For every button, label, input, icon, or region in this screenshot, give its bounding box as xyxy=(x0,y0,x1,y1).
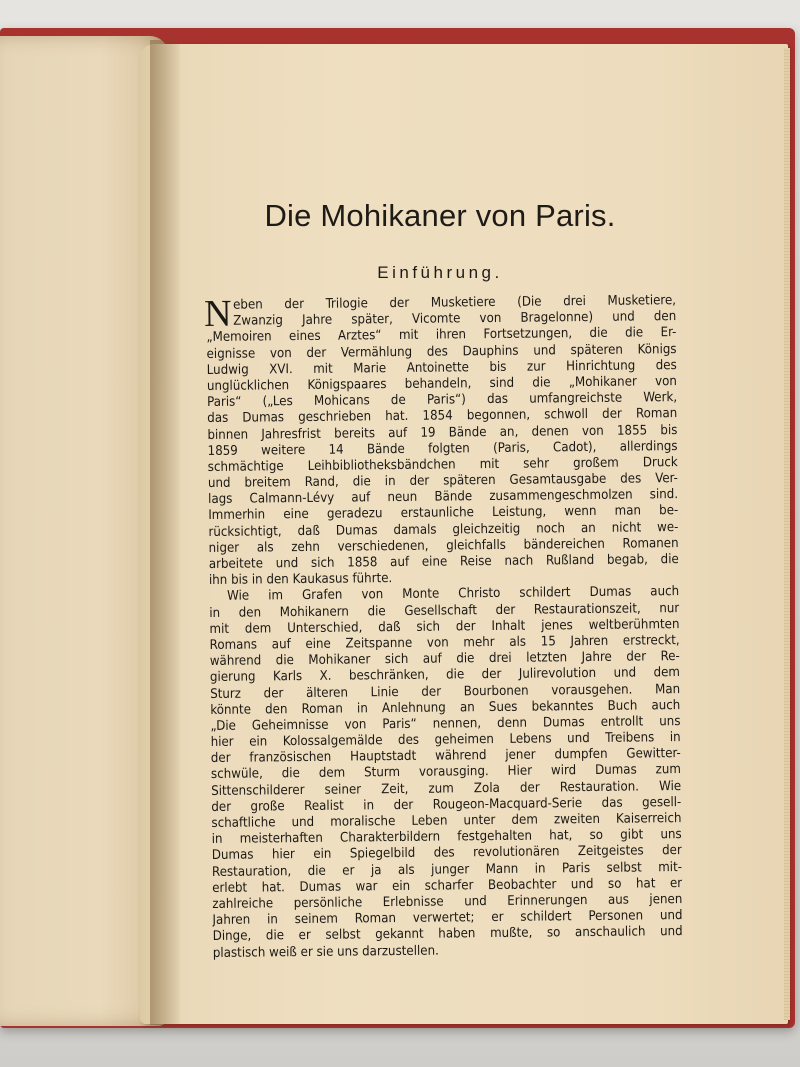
text-line: Dinge, die er selbst gekannt haben mußte, so anschaulich und xyxy=(212,924,683,945)
text-line: plastisch weiß er sie uns darzustellen. xyxy=(212,943,439,961)
text-line: erlebt hat. Dumas war ein scharfer Beobachter und so hat er xyxy=(212,875,683,896)
text-line: binnen Jahresfrist bereits auf 19 Bände an, denen von 1855 bis xyxy=(207,422,678,443)
drop-cap: N xyxy=(203,292,232,336)
text-line: schmächtige Leihbibliotheksbändchen mit sehr großem Druck xyxy=(207,454,678,475)
text-line: unglücklichen Königspaares behandeln, sind die „Mohikaner von xyxy=(206,374,677,394)
text-line: Ludwig XVI. mit Marie Antoinette bis zur Hinrichtung des xyxy=(206,357,677,378)
text-line: Paris“ („Les Mohicans de Paris“) das umfangreichste Werk, xyxy=(207,390,678,411)
text-line: das Dumas geschrieben hat. 1854 begonnen, schwoll der Roman xyxy=(207,406,678,427)
section-heading: Einführung. xyxy=(377,263,503,282)
text-line: hier ein Kolossalgemälde des geheimen Lebens und Treibens in xyxy=(210,730,681,751)
text-line: schaftliche und moralische Leben unter dem zweiten Kaiserreich xyxy=(211,811,682,831)
text-line: ihn bis in den Kaukasus führte. xyxy=(208,571,393,589)
text-line: und breitem Rand, die in der späteren Gesamtausgabe des Ver- xyxy=(207,471,678,492)
text-line: Wie im Grafen von Monte Christo schildert Dumas auch xyxy=(227,584,680,605)
text-line: „Die Geheimnisse von Paris“ nennen, denn Dumas entrollt uns xyxy=(210,713,681,734)
page-edges xyxy=(784,48,790,1020)
text-line: Restauration, die er ja als junger Mann in Paris selbst mit- xyxy=(211,859,683,880)
text-line: eignisse von der Vermählung des Dauphins und späteren Königs xyxy=(206,341,677,362)
text-line: arbeitete und sich 1858 auf eine Reise nach Rußland begab, die xyxy=(208,552,679,572)
book-gutter xyxy=(150,40,180,1025)
text-line: zahlreiche persönliche Erlebnisse und Erinnerungen aus jenen xyxy=(212,891,683,912)
text-line: mit dem Unterschied, daß sich der Inhalt jenes weltberühmten xyxy=(209,616,680,637)
text-line: Immerhin eine geradezu erstaunliche Leistung, wenn man be- xyxy=(208,503,679,524)
chapter-title: Die Mohikaner von Paris. xyxy=(264,198,616,233)
text-line: lags Calmann-Lévy auf neun Bände zusammengeschmolzen sind. xyxy=(208,487,679,508)
text-line: Zwanzig Jahre später, Vicomte von Bragelonne) und den xyxy=(233,309,677,329)
text-line: könnte den Roman in Anlehnung an Sues bekanntes Buch auch xyxy=(210,697,681,718)
text-line: niger als zehn verschiedenen, gleichfalls bändereichen Romanen xyxy=(208,535,679,556)
text-line: Sittenschilderer seiner Zeit, zum Zola der Restauration. Wie xyxy=(211,778,682,799)
text-line: Sturz der älteren Linie der Bourbonen vorausgehen. Man xyxy=(210,681,681,702)
text-line: schwüle, die dem Sturm vorausging. Hier wird Dumas zum xyxy=(210,762,682,783)
text-line: Romans auf eine Zeitspanne von mehr als 15 Jahren erstreckt, xyxy=(209,632,680,653)
text-line: Jahren in seinem Roman verwertet; er schildert Personen und xyxy=(212,908,683,929)
text-line: während die Mohikaner sich auf die drei letzten Jahre der Re- xyxy=(209,649,680,670)
body-text xyxy=(203,292,683,962)
text-line: eben der Trilogie der Musketiere (Die drei Musketiere, xyxy=(232,293,677,313)
text-line: 1859 weitere 14 Bände folgten (Paris, Cadot), allerdings xyxy=(207,438,678,459)
text-line: „Memoiren eines Arztes“ mit ihren Fortsetzungen, die die Er- xyxy=(206,325,677,346)
text-line: der große Realist in der Rougeon-Macquard-Serie das gesell- xyxy=(211,794,682,815)
text-line: gierung Karls X. beschränken, die der Julirevolution und dem xyxy=(209,665,681,686)
text-line: Dumas hier ein Spiegelbild des revolutionären Zeitgeistes der xyxy=(211,843,682,864)
text-line: in meisterhaften Charakterbildern festgehalten hat, so gibt uns xyxy=(211,827,682,848)
text-line: der französischen Hauptstadt während jener dumpfen Gewitter- xyxy=(210,746,681,767)
text-line: rücksichtigt, daß Dumas damals gleichzeitig noch an nicht we- xyxy=(208,519,679,540)
text-line: in den Mohikanern die Gesellschaft der Restaurationszeit, nur xyxy=(209,600,680,621)
